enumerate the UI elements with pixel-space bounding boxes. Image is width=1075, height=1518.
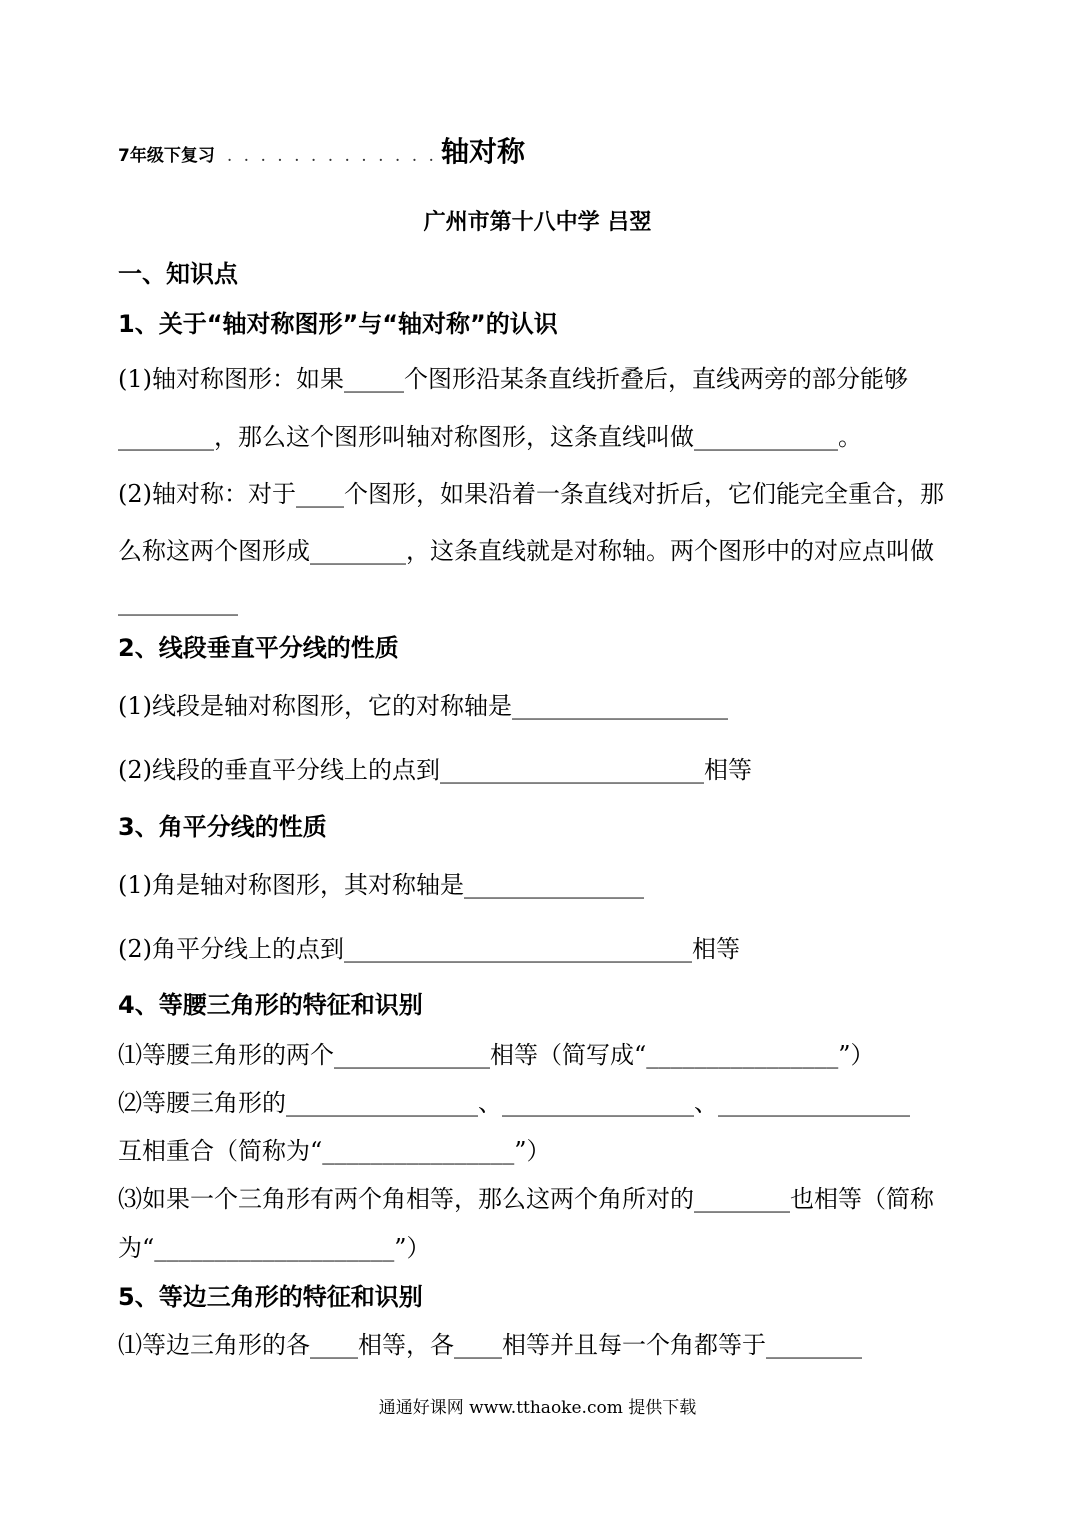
text-line: ⑴等边三角形的各____相等，各____相等并且每一个角都等于________ xyxy=(118,1331,862,1359)
text-line: 么称这两个图形成________，这条直线就是对称轴。两个图形中的对应点叫做 xyxy=(118,537,934,565)
text-line: (1)轴对称图形：如果_____个图形沿某条直线折叠后，直线两旁的部分能够 xyxy=(118,365,908,393)
text-line: ________，那么这个图形叫轴对称图形，这条直线叫做____________。 xyxy=(118,423,862,451)
header-line xyxy=(118,135,525,168)
section-heading: 一、知识点 xyxy=(118,260,238,288)
text-line: (1)角是轴对称图形，其对称轴是_______________ xyxy=(118,871,644,899)
subsection-heading-1: 1、关于“轴对称图形”与“轴对称”的认识 xyxy=(118,310,558,338)
text-line: (2)线段的垂直平分线上的点到______________________相等 xyxy=(118,756,752,784)
text-line: 为“____________________”） xyxy=(118,1234,431,1262)
text-line: (2)角平分线上的点到_____________________________相等 xyxy=(118,935,740,963)
text-line: ⑵等腰三角形的________________、________________、________________ xyxy=(118,1089,910,1117)
text-line: (1)线段是轴对称图形，它的对称轴是__________________ xyxy=(118,692,728,720)
subsection-heading-2: 2、线段垂直平分线的性质 xyxy=(118,634,399,662)
text-line: ⑶如果一个三角形有两个角相等，那么这两个角所对的________也相等（简称 xyxy=(118,1185,934,1213)
text-line: 互相重合（简称为“________________”） xyxy=(118,1137,551,1165)
text-line: __________ xyxy=(118,588,238,616)
text-line: (2)轴对称：对于____个图形，如果沿着一条直线对折后，它们能完全重合，那 xyxy=(118,480,944,508)
subsection-heading-4: 4、等腰三角形的特征和识别 xyxy=(118,991,423,1019)
subsection-heading-5: 5、等边三角形的特征和识别 xyxy=(118,1283,423,1311)
leader-dots: . . . . . . . . . . . . . xyxy=(226,146,437,166)
footer-credit: 通通好课网 www.tthaoke.com 提供下载 xyxy=(378,1398,697,1418)
grade-label: 7年级下复习 xyxy=(118,146,215,166)
text-line: ⑴等腰三角形的两个_____________相等（简写成“________________”） xyxy=(118,1041,875,1069)
author-line: 广州市第十八中学 吕翌 xyxy=(423,210,652,235)
subsection-heading-3: 3、角平分线的性质 xyxy=(118,813,327,841)
page-title: 轴对称 xyxy=(440,135,525,168)
